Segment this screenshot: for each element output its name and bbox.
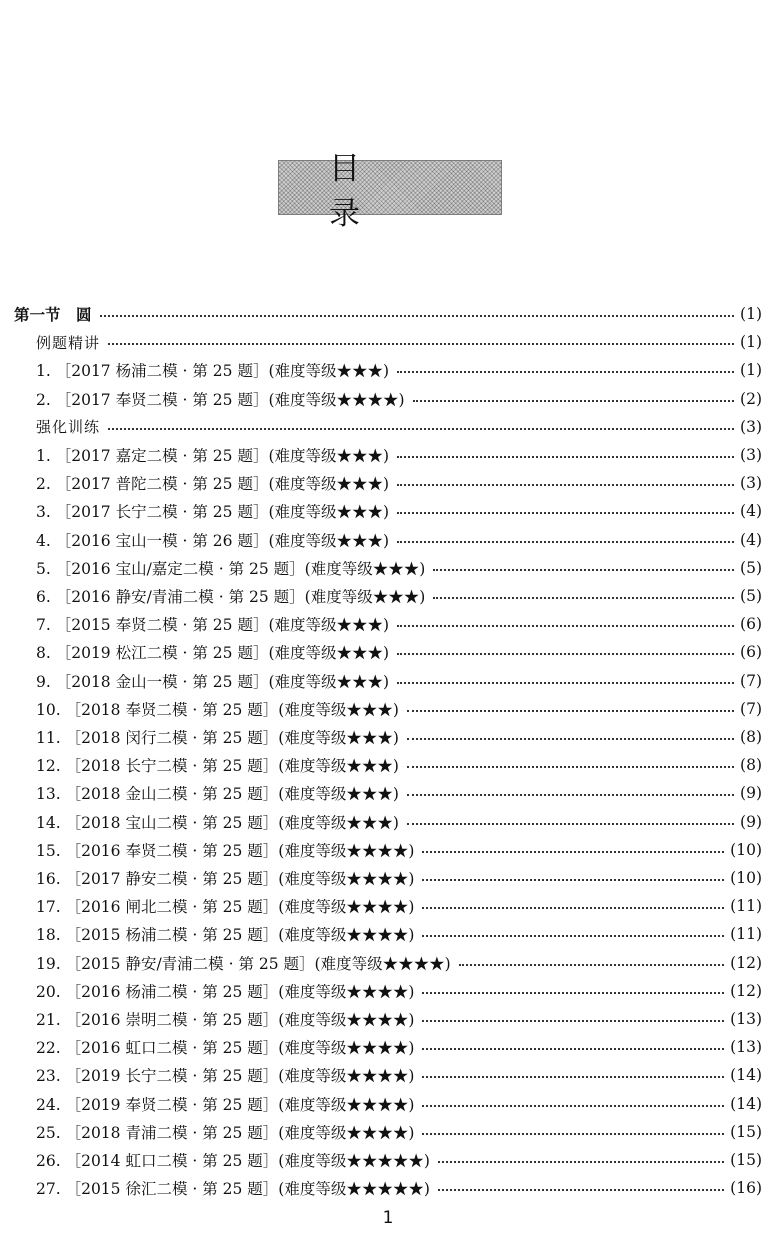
toc-entry-page: (6) (740, 643, 762, 662)
toc-entry-label: 例题精讲 (36, 333, 101, 352)
dot-leader (397, 512, 734, 514)
dot-leader (422, 1133, 724, 1135)
toc-entry-page: (5) (740, 587, 762, 605)
dot-leader (422, 879, 724, 881)
dot-leader (397, 484, 734, 486)
toc-entry[interactable] (36, 808, 762, 836)
toc-entry[interactable] (36, 1061, 762, 1089)
toc-entry-page: (14) (730, 1094, 762, 1113)
toc-entry[interactable] (36, 920, 762, 948)
dot-leader (397, 371, 734, 373)
dot-leader (422, 1048, 724, 1050)
dot-leader (422, 992, 724, 994)
toc-entry-label: 9. ［2018 金山一模 · 第 25 题］(难度等级★★★) (36, 672, 390, 691)
toc-entry-page: (9) (740, 784, 762, 803)
page-number: 1 (382, 1208, 394, 1228)
toc-entry-label: 15. ［2016 奉贤二模 · 第 25 题］(难度等级★★★★) (36, 841, 415, 860)
toc-entry[interactable] (36, 385, 762, 413)
toc-entry[interactable] (36, 582, 762, 610)
toc-entry[interactable] (36, 695, 762, 723)
dot-leader (100, 315, 735, 317)
toc-entry[interactable] (36, 751, 762, 779)
toc-entry[interactable] (36, 667, 762, 695)
dot-leader (459, 964, 725, 966)
toc-entry-label: 24. ［2019 奉贤二模 · 第 25 题］(难度等级★★★★) (36, 1095, 415, 1114)
toc-entry-label: 6. ［2016 静安/青浦二模 · 第 25 题］(难度等级★★★) (36, 588, 426, 606)
toc-entry-page: (1) (740, 333, 762, 352)
toc-entry-label: 12. ［2018 长宁二模 · 第 25 题］(难度等级★★★) (36, 757, 399, 776)
toc-section-heading[interactable] (14, 300, 762, 328)
toc-entry-label: 第一节 圆 (14, 306, 92, 324)
dot-leader (397, 456, 734, 458)
dot-leader (407, 766, 734, 768)
dot-leader (397, 653, 734, 655)
dot-leader (433, 569, 734, 571)
dot-leader (407, 823, 734, 825)
toc-entry[interactable] (36, 356, 762, 384)
toc-entry-label: 强化训练 (36, 418, 101, 437)
toc-entry[interactable] (36, 977, 762, 1005)
toc-entry-label: 20. ［2016 杨浦二模 · 第 25 题］(难度等级★★★★) (36, 982, 415, 1001)
toc-entry-label: 10. ［2018 奉贤二模 · 第 25 题］(难度等级★★★) (36, 700, 399, 719)
toc-entry-label: 1. ［2017 杨浦二模 · 第 25 题］(难度等级★★★) (36, 362, 390, 381)
toc-entry[interactable] (36, 1174, 762, 1202)
toc-entry[interactable] (36, 497, 762, 525)
toc-entry-page: (3) (740, 417, 762, 436)
toc-entry-page: (7) (740, 671, 762, 690)
toc-entry[interactable] (36, 864, 762, 892)
toc-entry-page: (1) (740, 361, 762, 380)
dot-leader (422, 851, 724, 853)
toc-entry-label: 1. ［2017 嘉定二模 · 第 25 题］(难度等级★★★) (36, 447, 390, 465)
dot-leader (407, 738, 734, 740)
toc-entry[interactable] (36, 1146, 762, 1174)
toc-entry-label: 16. ［2017 静安二模 · 第 25 题］(难度等级★★★★) (36, 870, 415, 888)
toc-entry[interactable] (36, 526, 762, 554)
toc-entry-page: (8) (740, 756, 762, 775)
toc-entry-page: (14) (730, 1066, 762, 1085)
toc-entry[interactable] (36, 1033, 762, 1061)
dot-leader (108, 428, 734, 430)
dot-leader (422, 1105, 724, 1107)
dot-leader (422, 907, 724, 909)
toc-title: 目 录 (329, 150, 410, 232)
toc-entry-page: (13) (730, 1038, 762, 1057)
toc-entry-label: 7. ［2015 奉贤二模 · 第 25 题］(难度等级★★★) (36, 616, 390, 635)
dot-leader (413, 400, 734, 402)
toc-entry-page: (11) (730, 925, 762, 944)
toc-entry[interactable] (36, 1118, 762, 1146)
dot-leader (422, 1020, 724, 1022)
toc-entry[interactable] (36, 610, 762, 638)
toc-entry-page: (16) (730, 1179, 762, 1198)
dot-leader (422, 1076, 724, 1078)
toc-entry-page: (13) (730, 1010, 762, 1028)
dot-leader (397, 682, 734, 684)
toc-title-box (278, 150, 502, 232)
dot-leader (397, 625, 734, 627)
toc-entry-label: 21. ［2016 崇明二模 · 第 25 题］(难度等级★★★★) (36, 1011, 415, 1029)
toc-entry-label: 13. ［2018 金山二模 · 第 25 题］(难度等级★★★) (36, 785, 399, 804)
dot-leader (433, 597, 734, 599)
toc-entry-page: (9) (740, 812, 762, 831)
toc-entry-label: 23. ［2019 长宁二模 · 第 25 题］(难度等级★★★★) (36, 1067, 415, 1086)
toc-entry-page: (10) (730, 869, 762, 887)
toc-entry-label: 27. ［2015 徐汇二模 · 第 25 题］(难度等级★★★★★) (36, 1180, 430, 1199)
toc-entry-label: 25. ［2018 青浦二模 · 第 25 题］(难度等级★★★★) (36, 1123, 415, 1142)
toc-subsection-heading[interactable] (36, 328, 762, 356)
toc-entry-label: 22. ［2016 虹口二模 · 第 25 题］(难度等级★★★★) (36, 1039, 415, 1058)
toc-entry-label: 19. ［2015 静安/青浦二模 · 第 25 题］(难度等级★★★★) (36, 954, 451, 973)
toc-entry-page: (8) (740, 728, 762, 746)
toc-entry[interactable] (36, 949, 762, 977)
toc-subsection-heading[interactable] (36, 413, 762, 441)
dot-leader (407, 794, 734, 796)
toc-entry[interactable] (36, 836, 762, 864)
toc-entry-label: 2. ［2017 奉贤二模 · 第 25 题］(难度等级★★★★) (36, 390, 405, 409)
toc-entry[interactable] (36, 723, 762, 751)
toc-entry-label: 4. ［2016 宝山一模 · 第 26 题］(难度等级★★★) (36, 531, 390, 550)
dot-leader (397, 541, 734, 543)
toc-entry-label: 26. ［2014 虹口二模 · 第 25 题］(难度等级★★★★★) (36, 1152, 430, 1170)
toc-entry[interactable] (36, 1005, 762, 1033)
toc-entry-page: (3) (740, 446, 762, 464)
toc-entry[interactable] (36, 779, 762, 807)
toc-entry-label: 14. ［2018 宝山二模 · 第 25 题］(难度等级★★★) (36, 813, 399, 832)
toc-entry[interactable] (36, 554, 762, 582)
toc-entry-page: (15) (730, 1151, 762, 1169)
toc-entry-page: (10) (730, 840, 762, 859)
dot-leader (438, 1161, 724, 1163)
toc-entry-label: 3. ［2017 长宁二模 · 第 25 题］(难度等级★★★) (36, 503, 390, 522)
toc-entry[interactable] (36, 638, 762, 666)
toc-entry[interactable] (36, 441, 762, 469)
toc-entry-label: 2. ［2017 普陀二模 · 第 25 题］(难度等级★★★) (36, 475, 390, 494)
toc-entry-page: (11) (730, 897, 762, 916)
dot-leader (438, 1189, 724, 1191)
toc-entry[interactable] (36, 469, 762, 497)
toc-entry-page: (3) (740, 474, 762, 493)
toc-entry-label: 5. ［2016 宝山/嘉定二模 · 第 25 题］(难度等级★★★) (36, 559, 426, 578)
toc-entry-label: 11. ［2018 闵行二模 · 第 25 题］(难度等级★★★) (36, 729, 399, 747)
toc-entry-page: (12) (730, 981, 762, 1000)
toc-entry-page: (7) (740, 699, 762, 718)
dot-leader (422, 935, 724, 937)
toc-entry-page: (15) (730, 1122, 762, 1141)
toc-entry-label: 8. ［2019 松江二模 · 第 25 题］(难度等级★★★) (36, 644, 390, 663)
toc-entry-label: 17. ［2016 闸北二模 · 第 25 题］(难度等级★★★★) (36, 898, 415, 917)
toc-entry-page: (2) (740, 389, 762, 408)
toc-entry-page: (4) (740, 502, 762, 521)
dot-leader (407, 710, 734, 712)
toc-entry[interactable] (36, 1090, 762, 1118)
toc-entry-page: (4) (740, 530, 762, 549)
toc-entry-label: 18. ［2015 杨浦二模 · 第 25 题］(难度等级★★★★) (36, 926, 415, 945)
dot-leader (108, 343, 734, 345)
toc-entry[interactable] (36, 892, 762, 920)
toc-entry-page: (1) (740, 305, 762, 323)
toc-entry-page: (12) (730, 953, 762, 972)
toc-entry-page: (5) (740, 558, 762, 577)
toc-entry-page: (6) (740, 615, 762, 634)
